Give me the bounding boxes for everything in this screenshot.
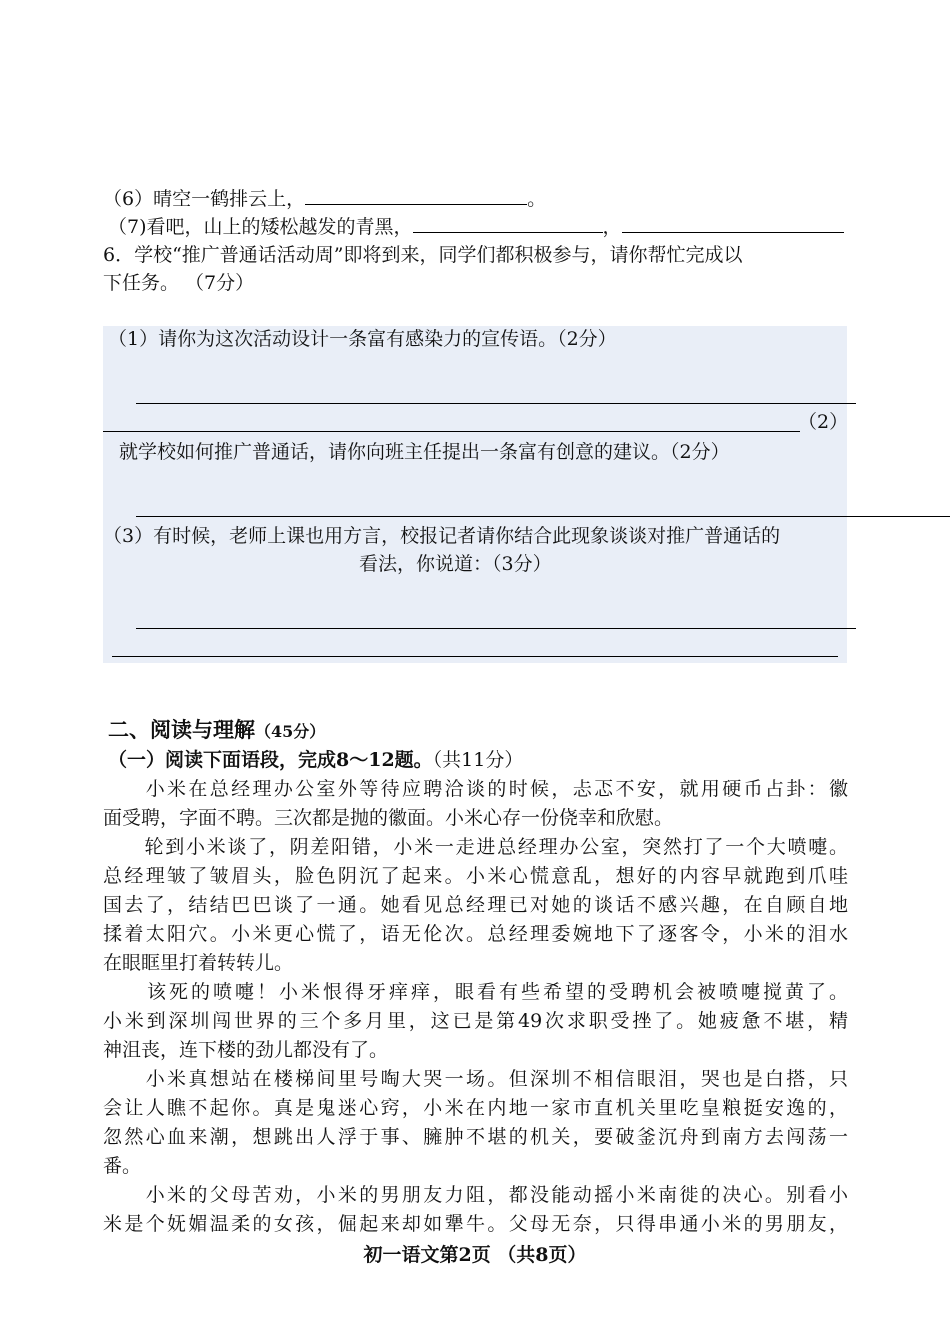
paragraph: 小米的父母苦劝，小米的男朋友力阻，都没能动摇小米南徙的决心。别看小 米是个妩媚温柔的女孩，倔起来却如犟牛。父母无奈，只得串通小米的男朋友， [103, 1184, 848, 1235]
page-footer: 初一语文第2页 （共8页） [363, 1244, 587, 1266]
paragraph: 轮到小米谈了，阴差阳错，小米一走进总经理办公室，突然打了一个大喷嚏。 总经理皱了皱眉头，脸色阴沉了起来。小米心慌意乱，想好的内容早就跑到爪哇 国去了，结结巴巴谈了一通。她看见总经理已对她的谈话不感兴趣，在自顾自地 揉着太阳穴。小米更心慌了，语无伦次。总经理委婉地下了逐客令，小米的泪水 在眼眶里打着转转儿。 [103, 836, 848, 974]
part-score: （共11分） [432, 749, 524, 771]
subquestion-2: 就学校如何推广普通话，请你向班主任提出一条富有创意的建议。（2分） [119, 441, 730, 463]
passage [103, 775, 848, 1239]
answer-line[interactable] [136, 516, 950, 517]
answer-box [103, 326, 847, 663]
part-heading [108, 747, 523, 773]
answer-blank[interactable] [622, 214, 844, 233]
answer-line[interactable] [103, 431, 800, 432]
part-title: （一）阅读下面语段，完成8～12题。 [108, 749, 433, 771]
question-6-line2: 下任务。 （7分） [103, 272, 255, 294]
answer-line[interactable] [136, 403, 856, 404]
item-7: （7)看吧，山上的矮松越发的青黑， ， [108, 214, 844, 240]
subquestion-2-number: （2） [798, 411, 849, 433]
item-7-text: （7)看吧，山上的矮松越发的青黑， [108, 216, 413, 238]
subquestion-3-line1: （3）有时候，老师上课也用方言，校报记者请你结合此现象谈谈对推广普通话的 [103, 525, 781, 547]
subquestion-3-line2: 看法，你说道：（3分） [359, 553, 552, 575]
answer-line[interactable] [112, 656, 838, 657]
item-6-text: （6）晴空一鹤排云上， [103, 188, 306, 210]
item-6: （6）晴空一鹤排云上， 。 [103, 188, 547, 210]
paragraph: 小米在总经理办公室外等待应聘洽谈的时候，忐忑不安，就用硬币占卦：徽 面受聘，字面不聘。三次都是抛的徽面。小米心存一份侥幸和欣慰。 [103, 778, 848, 829]
answer-blank[interactable] [305, 186, 527, 205]
question-6-line1: 6．学校“推广普通话活动周”即将到来，同学们都积极参与，请你帮忙完成以 [103, 244, 743, 266]
answer-line[interactable] [136, 628, 856, 629]
section-heading [108, 717, 325, 745]
subquestion-1: （1）请你为这次活动设计一条富有感染力的宣传语。（2分） [108, 328, 617, 350]
section-title: 二、阅读与理解 [108, 717, 255, 742]
paragraph: 该死的喷嚏！小米恨得牙痒痒，眼看有些希望的受聘机会被喷嚏搅黄了。 小米到深圳闯世界的三个多月里，这已是第49次求职受挫了。她疲惫不堪，精 神沮丧，连下楼的劲儿都没有了。 [103, 981, 848, 1061]
paragraph: 小米真想站在楼梯间里号啕大哭一场。但深圳不相信眼泪，哭也是白搭，只 会让人瞧不起你。真是鬼迷心窍，小米在内地一家市直机关里吃皇粮挺安逸的， 忽然心血来潮，想跳出人浮于事、臃肿不堪的机关，要破釜沉舟到南方去闯荡一 番。 [103, 1068, 848, 1177]
answer-blank[interactable] [413, 214, 603, 233]
section-score: （45分） [255, 722, 326, 741]
